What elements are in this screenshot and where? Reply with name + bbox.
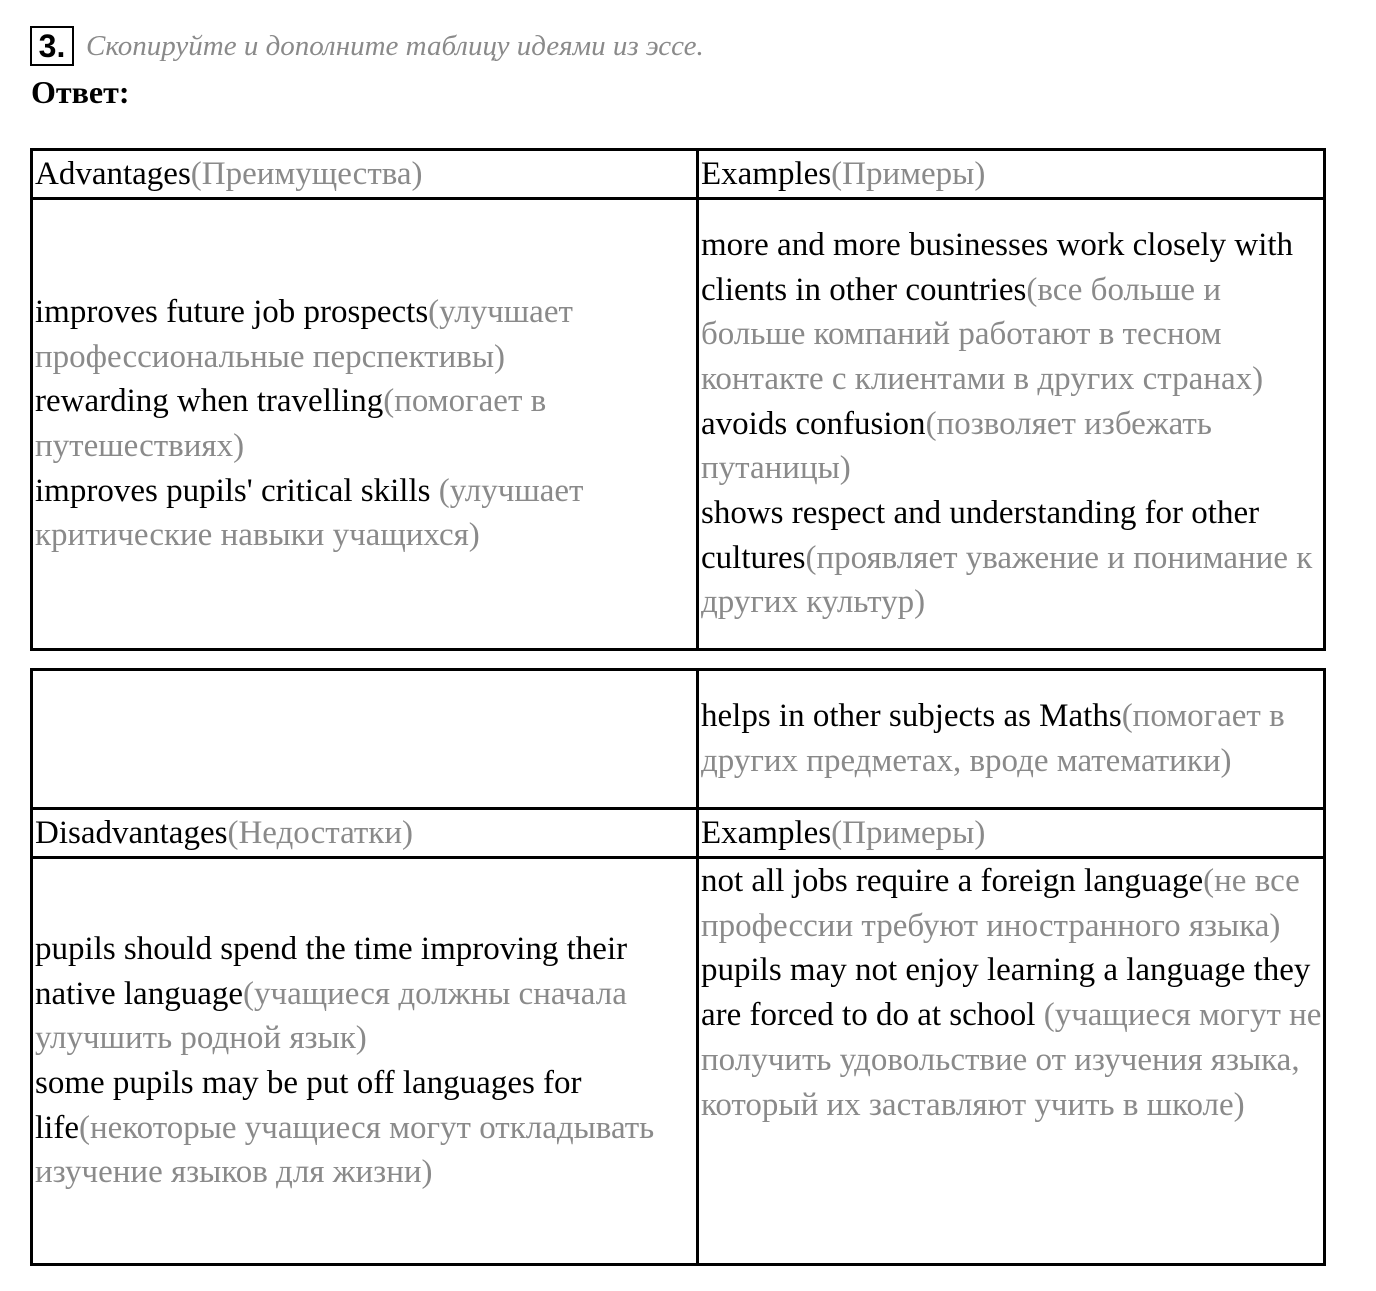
header-disadvantages-ru: (Недостатки) [227,814,413,851]
disadvantages-cell [32,858,698,1265]
table-row [32,670,1325,809]
list-item [701,859,1323,948]
advantage-en: rewarding when travelling [35,383,384,420]
list-item [35,469,696,558]
list-item [701,948,1323,1127]
disadvantage-ru: (учащиеся должны сначала улучшить родной язык) [35,975,627,1057]
example-ru: (не все профессии требуют иностранного языка) [701,863,1300,944]
task-instruction: Скопируйте и дополните таблицу идеями из эссе. [86,29,704,62]
disadvantage-ru: (некоторые учащиеся могут откладывать изучение языков для жизни) [35,1109,655,1191]
advantage-ru: (улучшает профессиональные перспективы) [35,293,573,375]
answer-label: Ответ: [31,74,130,110]
example-en: avoids confusion [701,405,926,442]
task-header [30,26,704,66]
header-examples [698,809,1325,858]
list-item [35,379,696,468]
header-examples-en: Examples [701,814,832,851]
example-ru: (помогает в других предметах, вроде математики) [701,698,1285,779]
example-ru: (все больше и больше компаний работают в тесном контакте с клиентами в других странах) [701,271,1264,397]
task-number: 3. [30,26,74,66]
advantages-cell [32,199,698,650]
example-en: pupils may not enjoy learning a language they are forced to do at school [701,952,1311,1034]
header-examples-ru: (Примеры) [831,814,986,851]
advantage-en: improves future job prospects [35,293,429,330]
empty-cell [32,670,698,809]
example-en: not all jobs require a foreign language [701,863,1204,899]
example-ru: (проявляет уважение и понимание к других культур) [701,539,1313,621]
list-item [35,1061,696,1195]
list-item [35,290,696,379]
examples-cell [698,858,1325,1265]
disadvantages-table [30,668,1326,1266]
header-examples-en: Examples [701,155,832,192]
header-disadvantages-en: Disadvantages [35,814,228,851]
example-ru: (учащиеся могут не получить удовольствие от изучения языка, который их заставляют учить в школе) [701,997,1322,1123]
disadvantage-en: some pupils may be put off languages for life [35,1065,582,1146]
list-item [701,223,1323,402]
table-row [32,858,1325,1265]
header-advantages [32,150,698,199]
table-header-row [32,809,1325,858]
advantage-ru: (улучшает критические навыки учащихся) [35,472,584,554]
disadvantage-en: pupils should spend the time improving their native language [35,930,628,1012]
list-item [701,402,1323,491]
table-row [32,199,1325,650]
examples-cell [698,199,1325,650]
advantages-table [30,148,1326,651]
continued-example-cell [698,670,1325,809]
header-disadvantages [32,809,698,858]
list-item [35,927,696,1061]
example-en: more and more businesses work closely with clients in other countries [701,226,1294,308]
table-header-row [32,150,1325,199]
example-ru: (позволяет избежать путаницы) [701,405,1212,487]
example-en: helps in other subjects as Maths [701,698,1122,735]
header-examples [698,150,1325,199]
advantage-ru: (помогает в путешествиях) [35,383,547,464]
example-en: shows respect and understanding for other cultures [701,495,1260,576]
advantage-en: improves pupils' critical skills [35,472,431,509]
list-item [701,491,1323,625]
header-advantages-en: Advantages [35,155,191,192]
header-advantages-ru: (Преимущества) [190,155,423,192]
header-examples-ru: (Примеры) [831,155,986,192]
